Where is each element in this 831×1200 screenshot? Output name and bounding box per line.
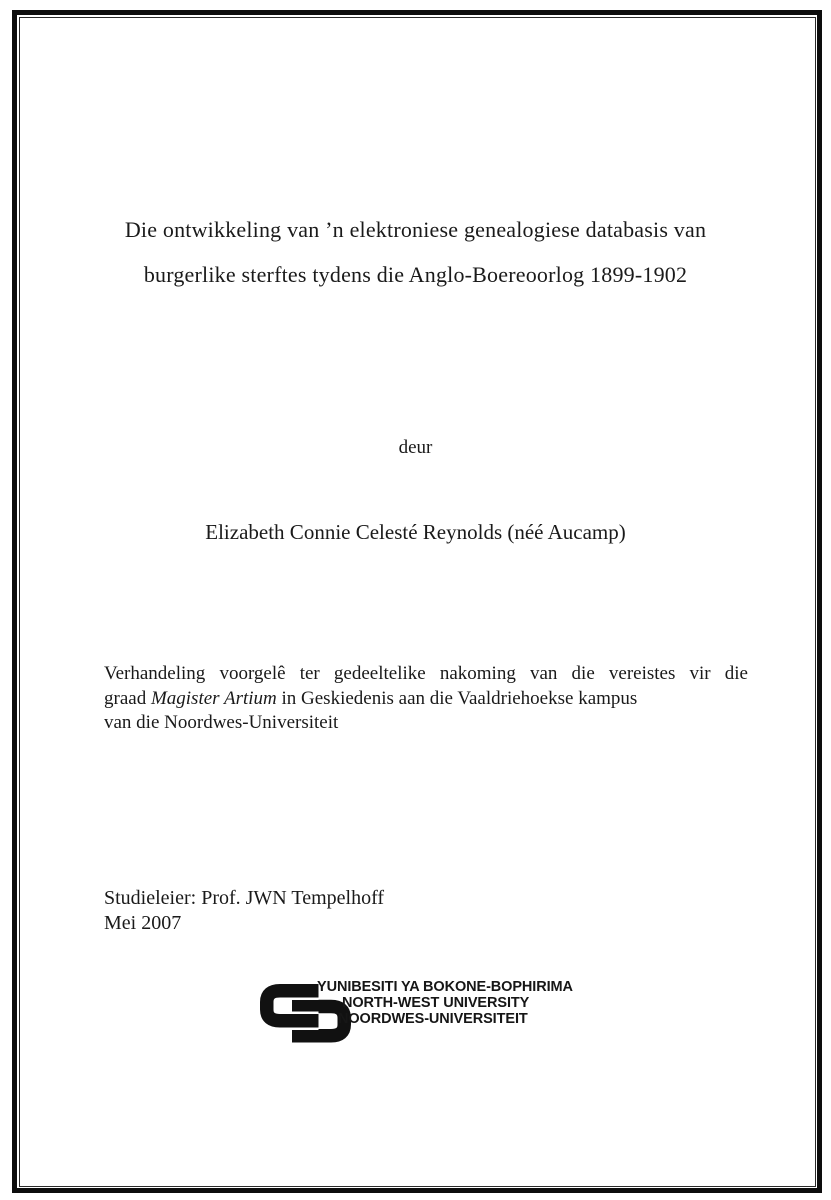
- degree-name-italic: Magister Artium: [150, 687, 277, 709]
- thesis-title-line2: burgerlike sterftes tydens die Anglo-Boereoorlog 1899-1902: [143, 262, 688, 287]
- author-name: Elizabeth Connie Celesté Reynolds (néé Aucamp): [205, 520, 626, 544]
- logo-text-afrikaans: NOORDWES-UNIVERSITEIT: [338, 1010, 528, 1027]
- logo-text-english: NORTH-WEST UNIVERSITY: [342, 994, 530, 1011]
- date-line: Mei 2007: [104, 912, 182, 934]
- university-logo: [260, 980, 590, 1060]
- supervisor-block: [104, 886, 384, 936]
- degree-statement-line2: [104, 687, 748, 712]
- degree-statement-line2-pre: graad: [104, 687, 151, 709]
- thesis-title: [60, 207, 771, 297]
- byline-label: deur: [398, 437, 433, 458]
- degree-statement: [104, 662, 748, 736]
- university-logo-text: [317, 980, 573, 1027]
- degree-statement-line2-post: in Geskiedenis aan die Vaaldriehoekse kampus: [276, 687, 638, 709]
- logo-text-setswana: YUNIBESITI YA BOKONE-BOPHIRIMA: [317, 979, 573, 995]
- degree-statement-line1: Verhandeling voorgelê ter gedeeltelike nakoming van die vereistes vir die: [104, 663, 748, 684]
- degree-statement-line3: van die Noordwes-Universiteit: [104, 712, 339, 733]
- supervisor-line: Studieleier: Prof. JWN Tempelhoff: [104, 887, 385, 909]
- thesis-title-line1: Die ontwikkeling van ’n elektroniese genealogiese databasis van: [124, 217, 707, 242]
